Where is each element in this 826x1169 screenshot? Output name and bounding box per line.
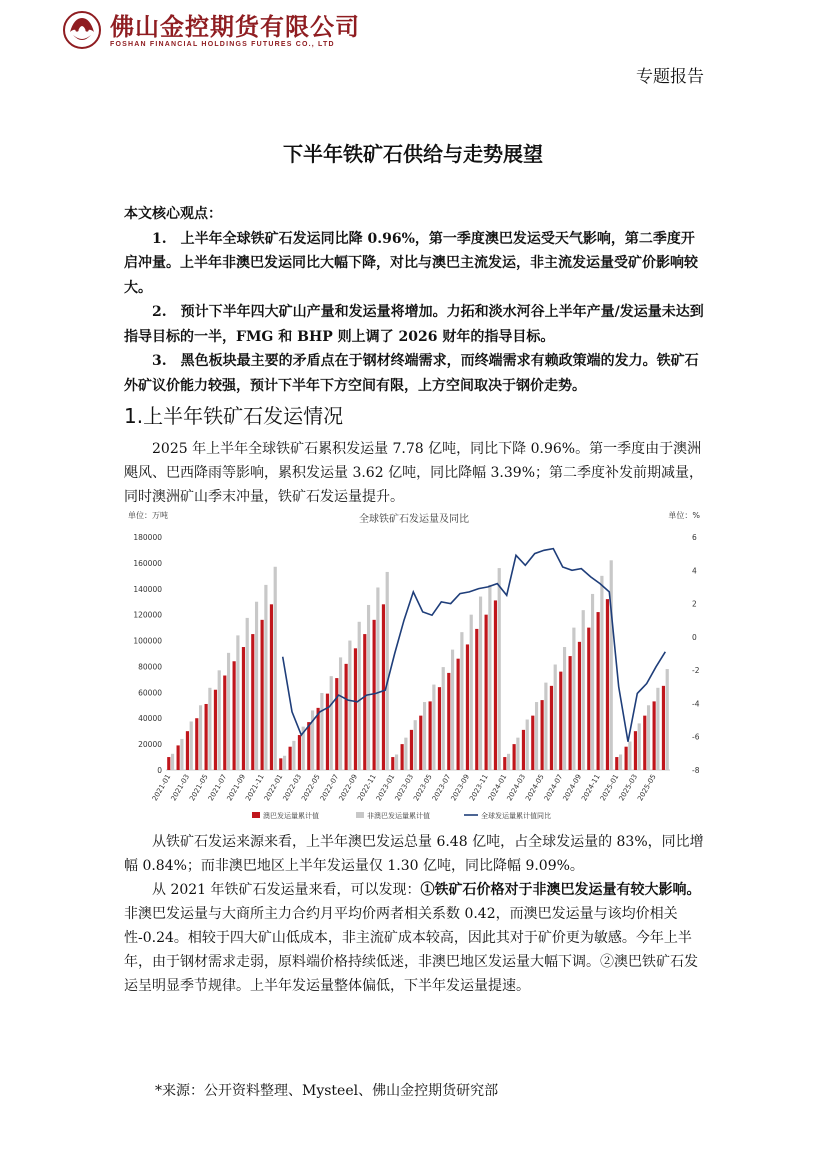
- x-tick-label: 2022-09: [337, 773, 360, 803]
- company-name-en: FOSHAN FINANCIAL HOLDINGS FUTURES CO., LTD: [110, 40, 335, 48]
- bar-non-aoba-cumulative: [171, 754, 174, 770]
- y-right-tick-label: -6: [692, 732, 700, 742]
- x-tick-label: 2021-09: [225, 773, 248, 803]
- x-tick-label: 2025-03: [617, 773, 640, 803]
- y-left-tick-label: 120000: [133, 610, 162, 620]
- bar-non-aoba-cumulative: [227, 653, 230, 770]
- bar-non-aoba-cumulative: [236, 635, 239, 770]
- bar-non-aoba-cumulative: [666, 669, 669, 770]
- bar-aoba-cumulative: [643, 716, 646, 770]
- report-type: 专题报告: [636, 67, 704, 87]
- bar-non-aoba-cumulative: [432, 685, 435, 770]
- bar-aoba-cumulative: [261, 620, 264, 770]
- bar-non-aoba-cumulative: [470, 615, 473, 770]
- bar-aoba-cumulative: [186, 731, 189, 770]
- bar-aoba-cumulative: [382, 604, 385, 770]
- bar-aoba-cumulative: [597, 612, 600, 770]
- x-tick-label: 2022-11: [356, 773, 378, 803]
- x-tick-label: 2023-11: [468, 773, 490, 803]
- source-footnote: *来源：公开资料整理、Mysteel、佛山金控期货研究部: [155, 1083, 499, 1099]
- y-left-tick-label: 100000: [133, 636, 162, 646]
- bar-non-aoba-cumulative: [600, 576, 603, 770]
- bar-aoba-cumulative: [447, 673, 450, 770]
- bar-aoba-cumulative: [326, 694, 329, 770]
- bar-non-aoba-cumulative: [199, 705, 202, 770]
- bar-aoba-cumulative: [177, 745, 180, 770]
- bar-aoba-cumulative: [307, 722, 310, 770]
- bar-aoba-cumulative: [531, 716, 534, 770]
- bar-aoba-cumulative: [550, 686, 553, 770]
- bar-aoba-cumulative: [569, 656, 572, 770]
- y-right-tick-label: 6: [692, 533, 697, 542]
- y-right-tick-label: 0: [692, 632, 697, 642]
- bar-non-aoba-cumulative: [414, 720, 417, 770]
- core-point-1: 1. 上半年全球铁矿石发运同比降 0.96%，第一季度澳巴发运受天气影响，第二季度开启冲量。上半年非澳巴发运同比大幅下降，对比与澳巴主流发运，非主流发运量受矿价影响较大。: [124, 230, 698, 296]
- x-tick-label: 2022-01: [262, 773, 285, 803]
- bar-non-aoba-cumulative: [404, 738, 407, 770]
- bar-non-aoba-cumulative: [498, 568, 501, 770]
- y-left-tick-label: 160000: [133, 558, 162, 568]
- core-point-2: 2. 预计下半年四大矿山产量和发运量将增加。力拓和淡水河谷上半年产量/发运量未达到指导目标的一半，FMG 和 BHP 则上调了 2026 财年的指导目标。: [124, 304, 704, 345]
- bar-non-aoba-cumulative: [619, 754, 622, 770]
- bar-aoba-cumulative: [513, 744, 516, 770]
- bar-non-aoba-cumulative: [610, 560, 613, 770]
- y-left-tick-label: 60000: [138, 688, 162, 698]
- bar-non-aoba-cumulative: [572, 628, 575, 770]
- y-left-tick-label: 80000: [138, 662, 162, 672]
- x-tick-label: 2023-07: [430, 773, 453, 803]
- bar-non-aoba-cumulative: [591, 594, 594, 770]
- y-right-tick-label: 2: [692, 599, 697, 609]
- y-left-tick-label: 40000: [138, 714, 162, 724]
- bar-non-aoba-cumulative: [180, 739, 183, 770]
- bar-non-aoba-cumulative: [386, 572, 389, 770]
- bar-aoba-cumulative: [615, 757, 618, 770]
- bar-non-aoba-cumulative: [544, 683, 547, 770]
- bar-non-aoba-cumulative: [367, 605, 370, 770]
- bar-aoba-cumulative: [289, 747, 292, 770]
- bar-non-aoba-cumulative: [348, 641, 351, 770]
- bar-aoba-cumulative: [625, 747, 628, 770]
- bar-non-aoba-cumulative: [516, 738, 519, 770]
- bar-aoba-cumulative: [279, 758, 282, 770]
- bar-aoba-cumulative: [438, 687, 441, 770]
- legend-label: 非澳巴发运量累计值: [367, 812, 430, 820]
- y-left-tick-label: 140000: [133, 584, 162, 594]
- report-title: 下半年铁矿石供给与走势展望: [283, 142, 543, 166]
- bar-non-aoba-cumulative: [218, 670, 221, 770]
- bar-aoba-cumulative: [270, 604, 273, 770]
- x-tick-label: 2022-05: [300, 773, 322, 803]
- x-tick-label: 2025-01: [598, 773, 621, 803]
- bar-non-aoba-cumulative: [423, 702, 426, 770]
- x-tick-label: 2022-03: [281, 773, 304, 803]
- bar-aoba-cumulative: [475, 629, 478, 770]
- bar-aoba-cumulative: [419, 716, 422, 770]
- chart-left-unit: 单位：万吨: [128, 511, 168, 520]
- company-name-cn: 佛山金控期货有限公司: [110, 12, 360, 41]
- bar-non-aoba-cumulative: [376, 587, 379, 770]
- x-tick-label: 2021-05: [188, 773, 210, 803]
- paragraph-3-intro: 从 2021 年铁矿石发运量来看，可以发现：: [152, 882, 421, 898]
- x-tick-label: 2023-05: [412, 773, 434, 803]
- bar-aoba-cumulative: [363, 634, 366, 770]
- y-right-tick-label: -8: [692, 766, 700, 775]
- bar-aoba-cumulative: [233, 661, 236, 770]
- bar-aoba-cumulative: [559, 672, 562, 770]
- legend-swatch: [252, 812, 260, 818]
- legend-label: 全球发运量累计值同比: [481, 812, 551, 820]
- bar-aoba-cumulative: [466, 644, 469, 770]
- bar-non-aoba-cumulative: [526, 720, 529, 770]
- bar-non-aoba-cumulative: [442, 667, 445, 770]
- x-tick-label: 2024-07: [542, 773, 565, 803]
- y-left-tick-label: 20000: [138, 740, 162, 750]
- bar-aoba-cumulative: [335, 678, 338, 770]
- bar-aoba-cumulative: [195, 718, 198, 770]
- bar-aoba-cumulative: [167, 757, 170, 770]
- shipment-chart: [124, 507, 704, 829]
- x-tick-label: 2023-03: [393, 773, 416, 803]
- core-point-3: 3. 黑色板块最主要的矛盾点在于钢材终端需求，而终端需求有赖政策端的发力。铁矿石外矿议价能力较强，预计下半年下方空间有限，上方空间取决于钢价走势。: [124, 353, 699, 394]
- x-tick-label: 2023-09: [449, 773, 472, 803]
- bar-aoba-cumulative: [354, 648, 357, 770]
- y-right-tick-label: -2: [692, 666, 700, 676]
- y-left-tick-label: 0: [157, 766, 162, 775]
- bar-non-aoba-cumulative: [488, 585, 491, 770]
- bar-aoba-cumulative: [214, 690, 217, 770]
- bar-aoba-cumulative: [653, 701, 656, 770]
- core-views-heading: 本文核心观点：: [124, 206, 222, 222]
- bar-non-aoba-cumulative: [264, 585, 267, 770]
- paragraph-3-body: 非澳巴发运量与大商所主力合约月平均价两者相关系数 0.42，而澳巴发运量与该均价相关性-0.24。相较于四大矿山低成本，非主流矿成本较高，因此其对于矿价更为敏感。今年上半年，由于钢材需求走弱，原料端价格持续低迷，非澳巴地区发运量大幅下调。②澳巴铁矿石发运呈明显季节规律。上半年发运量整体偏低，下半年发运量提速。: [124, 906, 698, 994]
- bar-non-aoba-cumulative: [190, 721, 193, 770]
- bar-aoba-cumulative: [485, 615, 488, 770]
- bar-aoba-cumulative: [205, 704, 208, 770]
- bar-aoba-cumulative: [662, 686, 665, 770]
- bar-non-aoba-cumulative: [320, 693, 323, 770]
- bar-aoba-cumulative: [242, 647, 245, 770]
- x-tick-label: 2024-11: [580, 773, 602, 803]
- x-tick-label: 2024-03: [505, 773, 528, 803]
- bar-non-aoba-cumulative: [554, 665, 557, 770]
- bar-non-aoba-cumulative: [246, 618, 249, 770]
- bar-aoba-cumulative: [251, 634, 254, 770]
- bar-non-aoba-cumulative: [395, 754, 398, 770]
- bar-aoba-cumulative: [457, 659, 460, 770]
- x-tick-label: 2024-01: [486, 773, 509, 803]
- x-tick-label: 2022-07: [318, 773, 341, 803]
- bar-non-aoba-cumulative: [479, 597, 482, 770]
- bar-non-aoba-cumulative: [628, 742, 631, 770]
- y-left-tick-label: 180000: [133, 533, 162, 542]
- bar-aoba-cumulative: [587, 628, 590, 770]
- x-tick-label: 2021-03: [169, 773, 192, 803]
- company-logo: [62, 10, 360, 50]
- bar-non-aoba-cumulative: [358, 622, 361, 770]
- x-tick-label: 2024-09: [561, 773, 584, 803]
- lion-emblem-icon: [62, 10, 102, 50]
- x-tick-label: 2021-01: [150, 773, 173, 803]
- bar-non-aoba-cumulative: [292, 741, 295, 770]
- bar-non-aoba-cumulative: [451, 650, 454, 770]
- chart-title: 全球铁矿石发运量及同比: [359, 514, 469, 525]
- bar-aoba-cumulative: [606, 599, 609, 770]
- bar-non-aoba-cumulative: [638, 723, 641, 770]
- x-tick-label: 2024-05: [524, 773, 546, 803]
- bar-aoba-cumulative: [391, 757, 394, 770]
- bar-non-aoba-cumulative: [339, 657, 342, 770]
- core-views: [124, 202, 704, 398]
- bar-aoba-cumulative: [223, 676, 226, 770]
- bar-non-aoba-cumulative: [535, 702, 538, 770]
- bar-non-aoba-cumulative: [460, 632, 463, 770]
- bar-aoba-cumulative: [634, 731, 637, 770]
- legend-swatch: [356, 812, 364, 818]
- bar-aoba-cumulative: [410, 730, 413, 770]
- paragraph-1: 2025 年上半年全球铁矿石累积发运量 7.78 亿吨，同比下降 0.96%。第一季度由于澳洲飓风、巴西降雨等影响，累积发运量 3.62 亿吨，同比降幅 3.39%；第二季度补发前期减量，同时澳洲矿山季末冲量，铁矿石发运量提升。: [124, 441, 703, 505]
- bar-aoba-cumulative: [494, 600, 497, 770]
- bar-aoba-cumulative: [578, 642, 581, 770]
- bar-aoba-cumulative: [541, 700, 544, 770]
- bar-aoba-cumulative: [317, 708, 320, 770]
- bar-non-aoba-cumulative: [208, 688, 211, 770]
- bar-aoba-cumulative: [401, 744, 404, 770]
- bar-non-aoba-cumulative: [255, 602, 258, 770]
- bar-aoba-cumulative: [503, 757, 506, 770]
- bar-aoba-cumulative: [429, 701, 432, 770]
- x-tick-label: 2021-11: [244, 773, 266, 803]
- bar-non-aoba-cumulative: [647, 705, 650, 770]
- bar-aoba-cumulative: [522, 730, 525, 770]
- y-right-tick-label: -4: [692, 699, 700, 709]
- bar-non-aoba-cumulative: [330, 676, 333, 770]
- bar-non-aoba-cumulative: [507, 754, 510, 770]
- paragraph-3: [124, 878, 704, 998]
- bar-non-aoba-cumulative: [563, 647, 566, 770]
- y-right-tick-label: 4: [692, 566, 697, 576]
- chart-right-unit: 单位：%: [668, 511, 700, 520]
- bar-aoba-cumulative: [345, 664, 348, 770]
- bar-aoba-cumulative: [373, 620, 376, 770]
- x-tick-label: 2023-01: [374, 773, 397, 803]
- paragraph-2: 从铁矿石发运来源来看，上半年澳巴发运总量 6.48 亿吨，占全球发运量的 83%，同比增幅 0.84%；而非澳巴地区上半年发运量仅 1.30 亿吨，同比降幅 9.09%。: [124, 834, 704, 874]
- x-tick-label: 2025-05: [636, 773, 658, 803]
- bar-aoba-cumulative: [298, 735, 301, 770]
- bar-non-aoba-cumulative: [274, 567, 277, 770]
- bar-non-aoba-cumulative: [582, 610, 585, 770]
- paragraph-3-emphasis: ①铁矿石价格对于非澳巴发运量有较大影响。: [420, 882, 701, 898]
- x-tick-label: 2021-07: [206, 773, 229, 803]
- legend-label: 澳巴发运量累计值: [263, 812, 319, 820]
- bar-non-aoba-cumulative: [656, 688, 659, 770]
- bar-non-aoba-cumulative: [283, 756, 286, 770]
- section-title: 1.上半年铁矿石发运情况: [124, 404, 344, 428]
